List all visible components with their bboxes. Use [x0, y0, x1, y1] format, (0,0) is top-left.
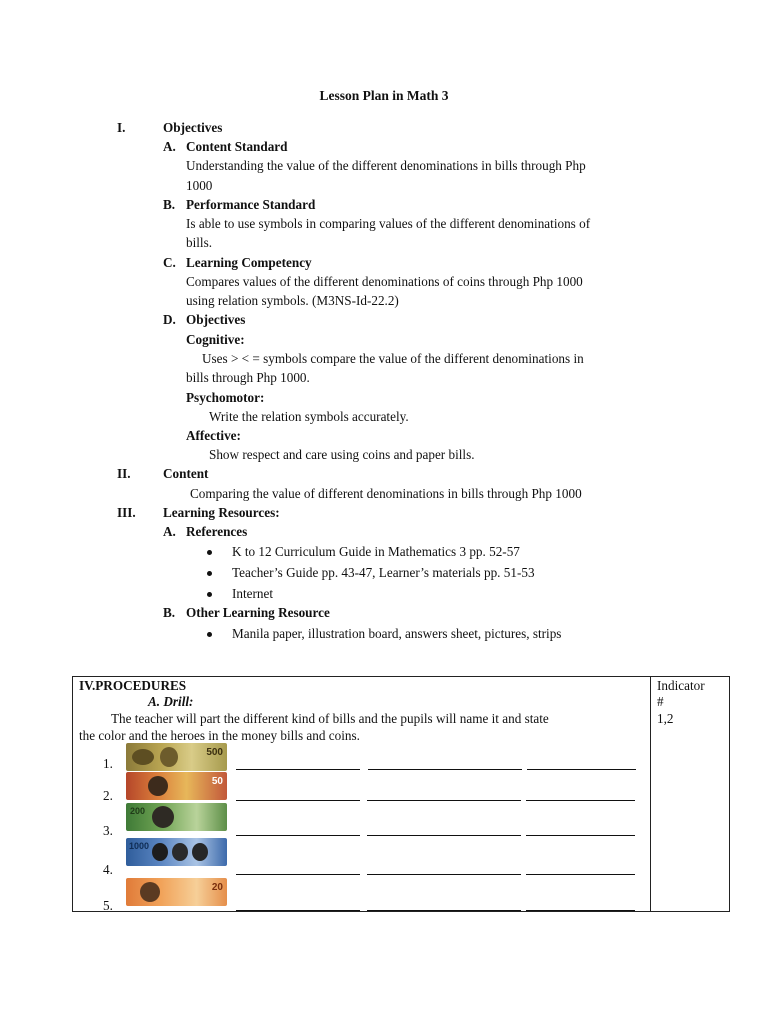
indicator-hash: # [657, 694, 664, 709]
row-number: 3. [103, 823, 113, 838]
section-numeral-content: II. [117, 466, 131, 481]
psychomotor-label: Psychomotor: [186, 390, 265, 405]
subsection-letter: A. [163, 524, 176, 539]
bullet-icon [207, 632, 212, 637]
section-heading-objectives: Objectives [163, 120, 223, 135]
content-text: Comparing the value of different denominations in bills through Php 1000 [190, 486, 582, 501]
bill-denomination: 20 [211, 882, 223, 893]
drill-instruction: The teacher will part the different kind of bills and the pupils will name it and state [111, 711, 549, 726]
drill-label: A. Drill: [148, 694, 194, 709]
row-number: 5. [103, 898, 113, 913]
bill-denomination: 50 [211, 776, 223, 787]
bill-denomination: 500 [206, 747, 223, 758]
cognitive-text: Uses > < = symbols compare the value of the different denominations in [202, 351, 584, 366]
subsection-letter: B. [163, 197, 176, 212]
answer-blank-color[interactable] [368, 769, 522, 770]
performance-standard-text-cont: bills. [186, 235, 213, 250]
reference-item: K to 12 Curriculum Guide in Mathematics 3 pp. 52-57 [232, 544, 520, 559]
affective-text: Show respect and care using coins and paper bills. [209, 447, 475, 462]
answer-blank-color[interactable] [367, 874, 521, 875]
bill-500-image [126, 743, 227, 771]
answer-blank-name[interactable] [236, 769, 360, 770]
bill-200-image [126, 803, 227, 831]
reference-item: Teacher’s Guide pp. 43-47, Learner’s materials pp. 51-53 [232, 565, 535, 580]
section-numeral-resources: III. [117, 505, 136, 520]
cognitive-label: Cognitive: [186, 332, 245, 347]
section-heading-content: Content [163, 466, 209, 481]
row-number: 2. [103, 788, 113, 803]
bullet-icon [207, 571, 212, 576]
indicator-label: Indicator [657, 678, 705, 693]
procedures-heading: IV.PROCEDURES [79, 678, 187, 693]
section-heading-resources: Learning Resources: [163, 505, 280, 520]
cognitive-text-cont: bills through Php 1000. [186, 370, 310, 385]
indicator-value: 1,2 [657, 711, 674, 726]
answer-blank-hero[interactable] [526, 835, 635, 836]
other-resource-item: Manila paper, illustration board, answers sheet, pictures, strips [232, 626, 562, 641]
other-resources-heading: Other Learning Resource [186, 605, 330, 620]
references-heading: References [186, 524, 248, 539]
learning-competency-heading: Learning Competency [186, 255, 312, 270]
bill-20-image [126, 878, 227, 906]
answer-blank-name[interactable] [236, 874, 360, 875]
answer-blank-hero[interactable] [526, 874, 635, 875]
psychomotor-text: Write the relation symbols accurately. [209, 409, 409, 424]
objectives-sub-heading: Objectives [186, 312, 246, 327]
bill-1000-image [126, 838, 227, 866]
subsection-letter: A. [163, 139, 176, 154]
reference-item: Internet [232, 586, 274, 601]
page-title: Lesson Plan in Math 3 [319, 88, 449, 103]
answer-blank-hero[interactable] [526, 910, 635, 911]
bill-50-image [126, 772, 227, 800]
answer-blank-color[interactable] [367, 835, 521, 836]
subsection-letter: B. [163, 605, 176, 620]
bullet-icon [207, 592, 212, 597]
bullet-icon [207, 550, 212, 555]
answer-blank-name[interactable] [236, 800, 360, 801]
learning-competency-text-cont: using relation symbols. (M3NS-Id-22.2) [186, 293, 399, 308]
learning-competency-text: Compares values of the different denominations of coins through Php 1000 [186, 274, 583, 289]
answer-blank-color[interactable] [367, 910, 521, 911]
section-numeral-objectives: I. [117, 120, 126, 135]
performance-standard-text: Is able to use symbols in comparing values of the different denominations of [186, 216, 591, 231]
answer-blank-hero[interactable] [527, 769, 636, 770]
subsection-letter: C. [163, 255, 176, 270]
row-number: 1. [103, 756, 113, 771]
answer-blank-name[interactable] [236, 835, 360, 836]
subsection-letter: D. [163, 312, 176, 327]
content-standard-heading: Content Standard [186, 139, 288, 154]
content-standard-text: Understanding the value of the different denominations in bills through Php [186, 158, 586, 173]
drill-instruction-cont: the color and the heroes in the money bills and coins. [79, 728, 360, 743]
content-standard-text-cont: 1000 [186, 178, 213, 193]
bill-denomination: 200 [130, 806, 146, 816]
table-column-divider [650, 677, 651, 911]
affective-label: Affective: [186, 428, 241, 443]
answer-blank-color[interactable] [367, 800, 521, 801]
answer-blank-hero[interactable] [526, 800, 635, 801]
bill-denomination: 1000 [129, 841, 150, 851]
row-number: 4. [103, 862, 113, 877]
performance-standard-heading: Performance Standard [186, 197, 316, 212]
answer-blank-name[interactable] [236, 910, 360, 911]
